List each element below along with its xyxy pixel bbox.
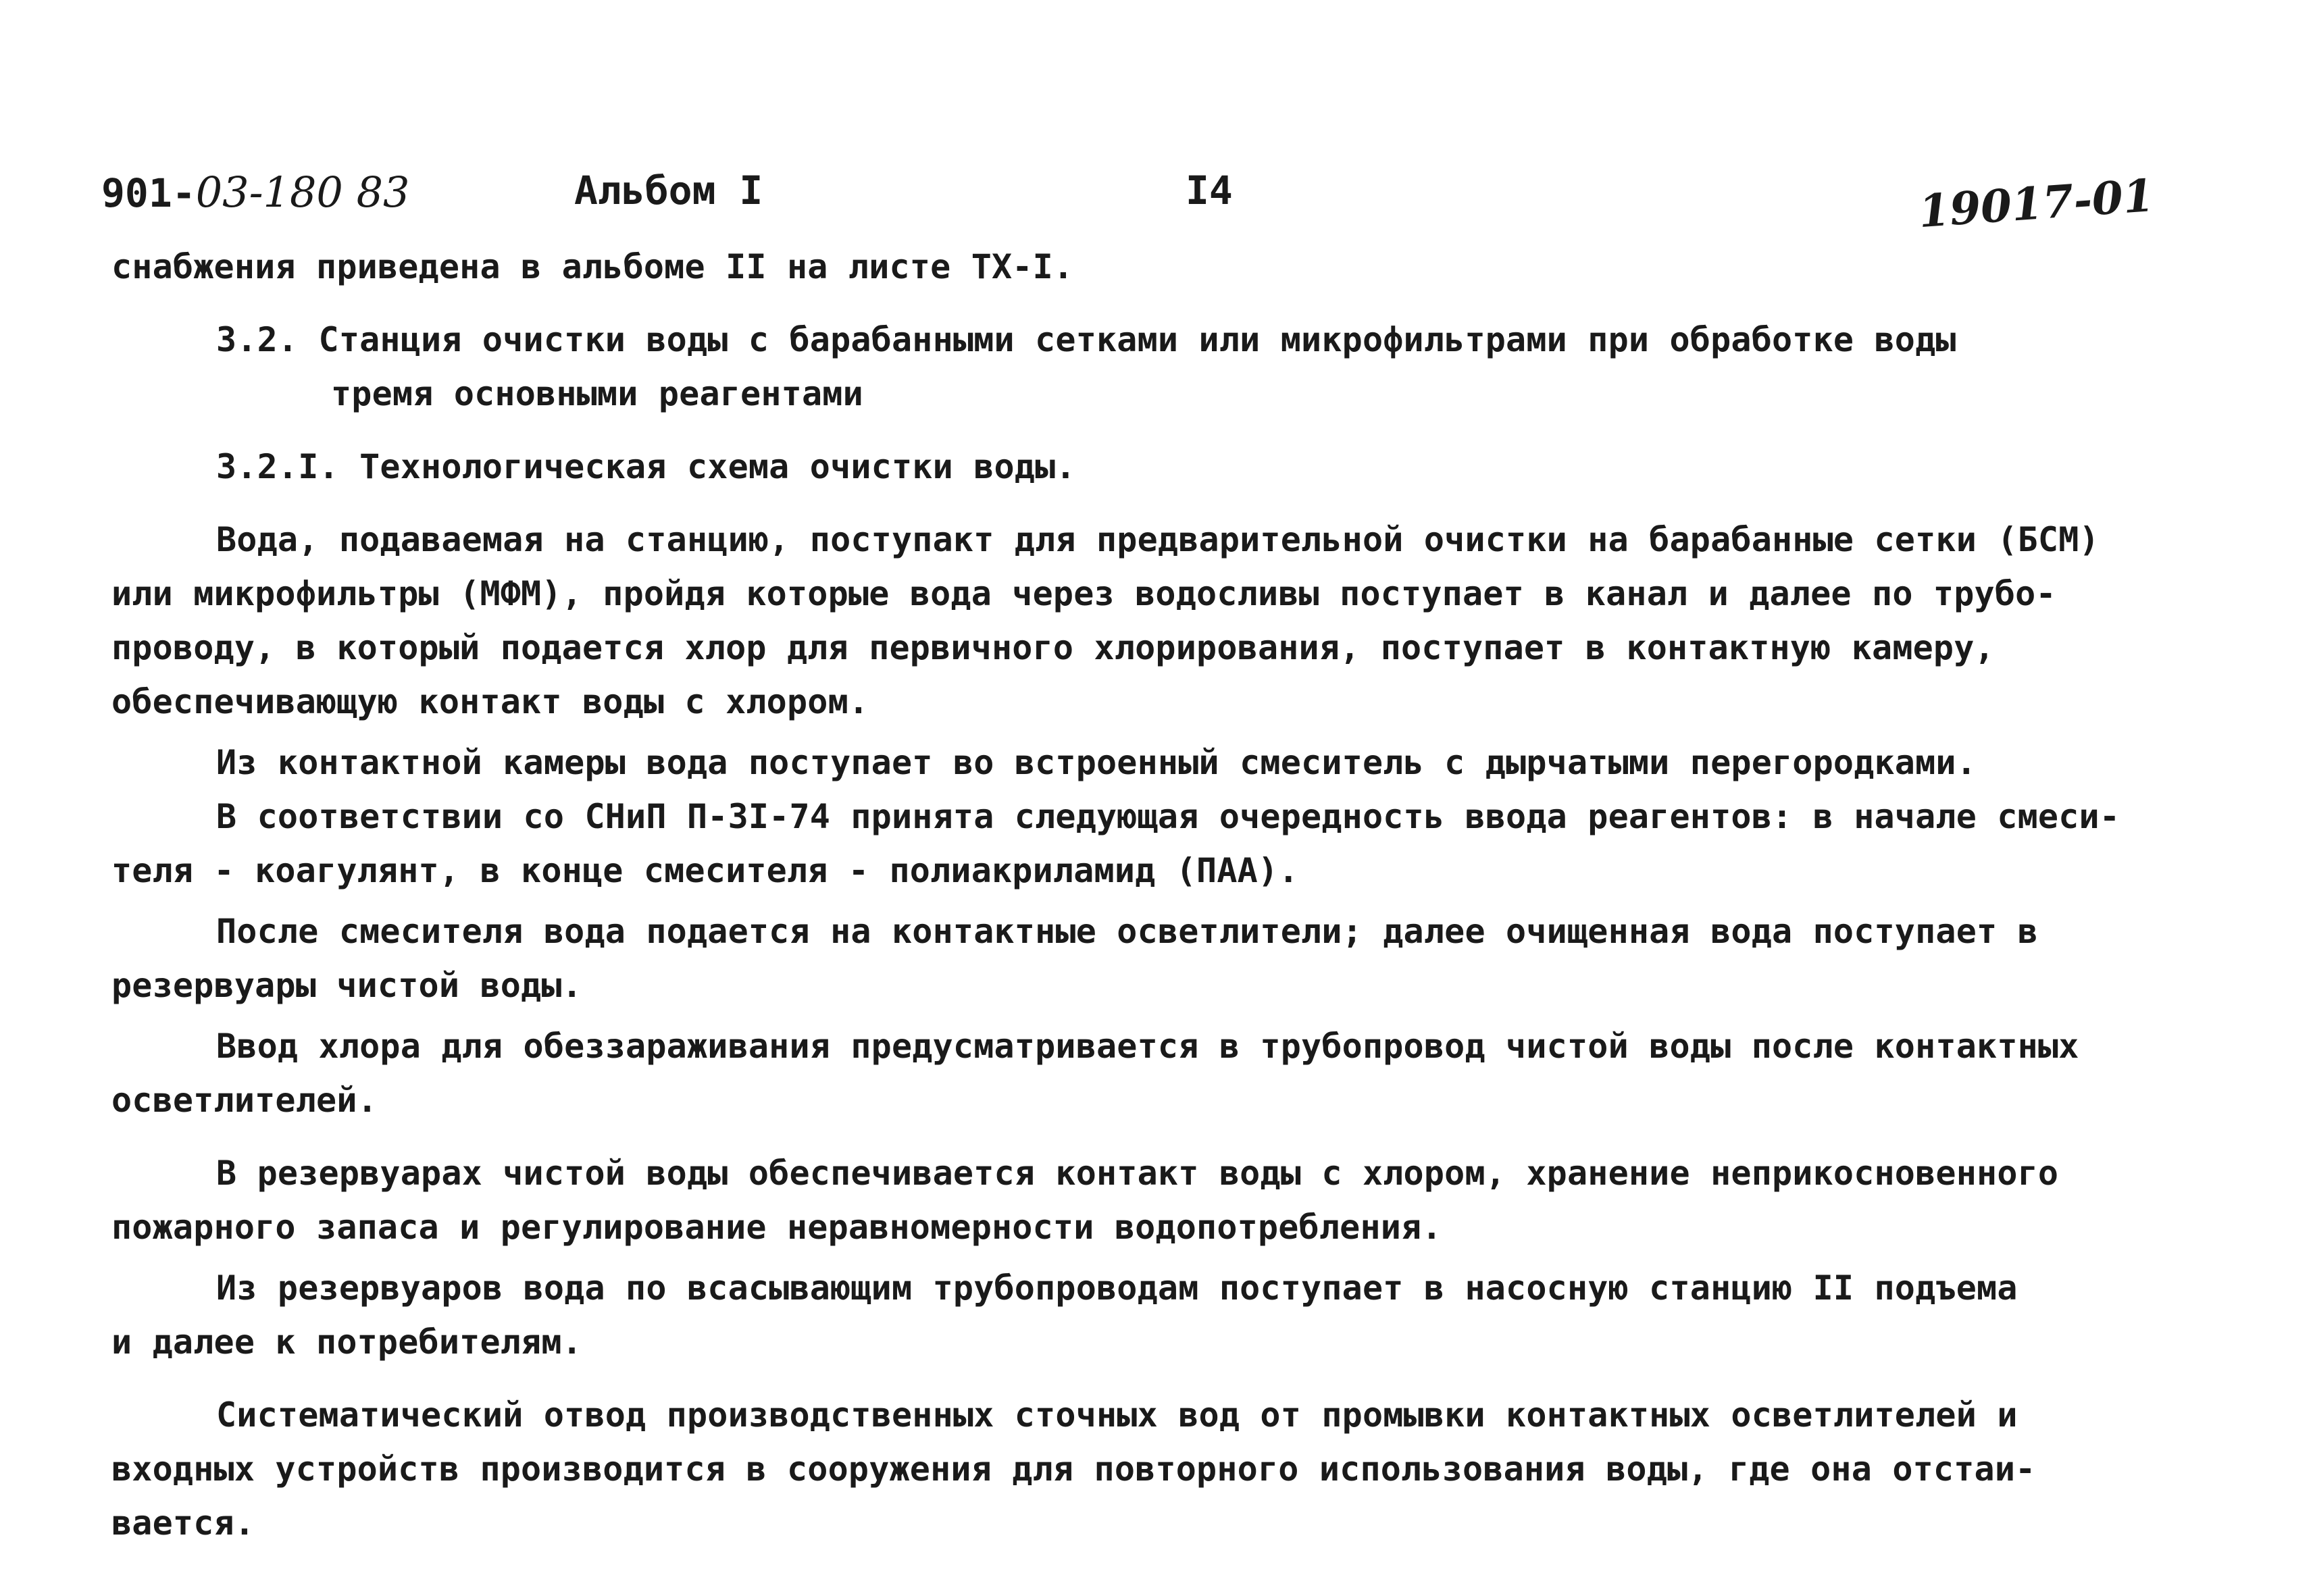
text-line: После смесителя вода подается на контактные осветлители; далее очищенная вода поступает в (216, 912, 2038, 951)
page-number: I4 (1186, 168, 1233, 213)
text-line: Вода, подаваемая на станцию, поступакт для предварительной очистки на барабанные сетки (БСМ) (216, 520, 2100, 559)
text-line: и далее к потребителям. (111, 1322, 582, 1362)
album-label: Альбом I (574, 168, 763, 213)
text-line: пожарного запаса и регулирование неравномерности водопотребления. (111, 1208, 1442, 1247)
document-code-handwritten: 03-180 83 (195, 168, 410, 217)
text-line: Систематический отвод производственных сточных вод от промывки контактных осветлителей и (216, 1395, 2018, 1435)
text-line: входных устройств производится в сооружения для повторного использования воды, где она отстаи- (111, 1449, 2036, 1489)
document-body (0, 240, 2313, 1550)
text-line: резервуары чистой воды. (111, 966, 582, 1005)
text-line: проводу, в который подается хлор для первичного хлорирования, поступает в контактную камеру, (111, 628, 1995, 667)
text-line: В резервуарах чистой воды обеспечивается контакт воды с хлором, хранение неприкосновенного (216, 1154, 2059, 1193)
document-code-prefix: 901- (101, 170, 196, 216)
text-line: Из контактной камеры вода поступает во встроенный смеситель с дырчатыми перегородками. (216, 743, 1977, 782)
text-line: снабжения приведена в альбоме II на листе ТХ-I. (111, 247, 1074, 286)
text-line: обеспечивающую контакт воды с хлором. (111, 682, 869, 721)
page-header (101, 168, 2156, 238)
text-line: В соответствии со СНиП П-3I-74 принята следующая очередность ввода реагентов: в начале смеси- (216, 797, 2120, 836)
text-line: Ввод хлора для обеззараживания предусматривается в трубопровод чистой воды после контактных (216, 1027, 2079, 1066)
text-line: 3.2. Станция очистки воды с барабанными сетками или микрофильтрами при обработке воды (216, 320, 1956, 359)
handwritten-document-number: 19017-01 (1916, 168, 2156, 238)
text-line: 3.2.I. Технологическая схема очистки воды. (216, 447, 1076, 486)
document-code (101, 168, 409, 217)
text-line: Из резервуаров вода по всасывающим трубопроводам поступает в насосную станцию II подъема (216, 1268, 2018, 1308)
text-line: тремя основными реагентами (331, 374, 863, 413)
text-line: теля - коагулянт, в конце смесителя - полиакриламид (ПАА). (111, 851, 1299, 890)
text-line: вается. (111, 1503, 255, 1543)
text-line: осветлителей. (111, 1081, 378, 1120)
text-line: или микрофильтры (МФМ), пройдя которые вода через водосливы поступает в канал и далее по трубо- (111, 574, 2056, 613)
